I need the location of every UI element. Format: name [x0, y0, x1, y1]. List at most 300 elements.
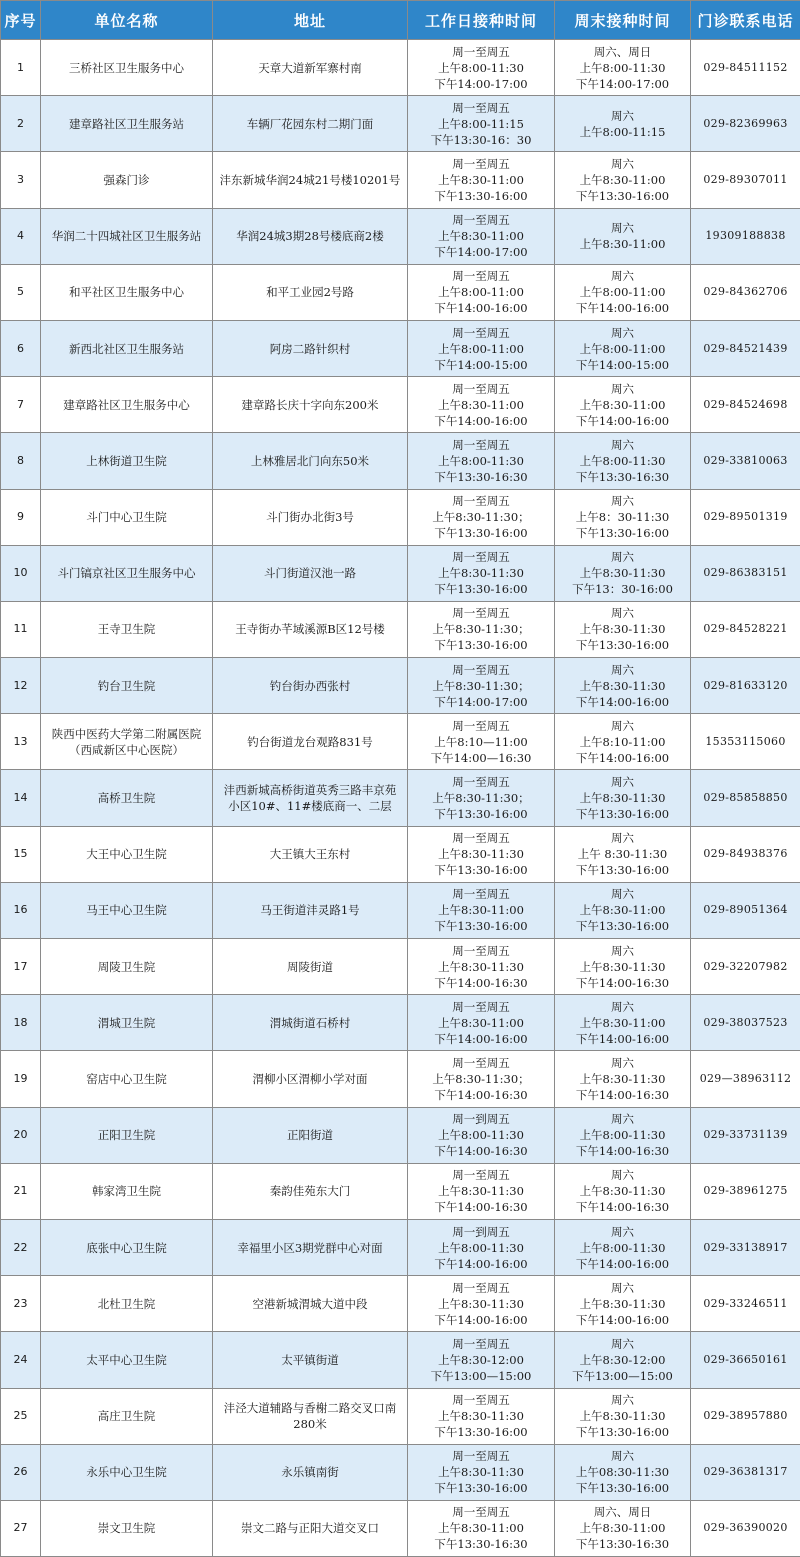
cell-address — [213, 1107, 408, 1163]
cell-weekend-hours-line: 下午13:30-16:00 — [575, 638, 670, 653]
table-row — [1, 939, 800, 995]
cell-weekend-hours-line: 上午8:30-11:00 — [579, 172, 666, 187]
cell-index: 6 — [1, 320, 41, 376]
cell-weekend-hours-line: 周六 — [611, 1112, 634, 1127]
cell-address-line: 建章路长庆十字向东200米 — [241, 397, 379, 412]
cell-weekend-hours-line: 下午14:00-16:00 — [575, 750, 670, 765]
cell-weekend-hours-line: 下午13:30-16:00 — [575, 188, 670, 203]
cell-weekend-hours-line: 上午8:00-11:30 — [579, 60, 666, 75]
cell-unit-name — [41, 320, 213, 376]
cell-weekend-hours-line: 上午 8:30-11:30 — [577, 847, 668, 862]
cell-unit-name — [41, 545, 213, 601]
cell-weekend-hours — [555, 1444, 691, 1500]
cell-weekday-hours-line: 周一至周五 — [452, 1449, 510, 1464]
cell-weekend-hours-line: 周六 — [611, 494, 634, 509]
cell-unit-name — [41, 1051, 213, 1107]
cell-index: 12 — [1, 658, 41, 714]
table-row — [1, 1219, 800, 1275]
cell-weekend-hours-line: 周六 — [611, 606, 634, 621]
cell-weekday-hours — [408, 152, 555, 208]
cell-address — [213, 96, 408, 152]
cell-address — [213, 714, 408, 770]
table-row — [1, 152, 800, 208]
cell-weekend-hours — [555, 1276, 691, 1332]
cell-address — [213, 1500, 408, 1556]
table-row — [1, 1388, 800, 1444]
cell-address-line: 沣东新城华润24城21号楼10201号 — [219, 172, 401, 187]
cell-address-line: 斗门街办北街3号 — [266, 510, 354, 525]
cell-weekday-hours-line: 下午13:30-16:00 — [434, 863, 528, 878]
cell-unit-name — [41, 601, 213, 657]
cell-weekend-hours-line: 周六 — [611, 943, 634, 958]
cell-phone: 029-33246511 — [691, 1276, 800, 1332]
cell-weekend-hours-line: 上午8:30-11:30 — [579, 622, 666, 637]
cell-index: 7 — [1, 377, 41, 433]
cell-address — [213, 40, 408, 96]
cell-unit-name — [41, 1500, 213, 1556]
cell-phone: 029-33810063 — [691, 433, 800, 489]
cell-weekday-hours-line: 上午8:30-11:30 — [438, 1465, 524, 1480]
cell-phone: 029-82369963 — [691, 96, 800, 152]
cell-weekday-hours-line: 周一至周五 — [452, 156, 510, 171]
cell-weekday-hours-line: 上午8:10—11:00 — [434, 734, 528, 749]
cell-weekday-hours-line: 周一至周五 — [452, 381, 510, 396]
cell-unit-name — [41, 882, 213, 938]
cell-weekday-hours — [408, 1107, 555, 1163]
cell-weekend-hours-line: 周六 — [611, 269, 634, 284]
cell-weekday-hours-line: 下午13:30-16:00 — [434, 638, 528, 653]
cell-address — [213, 770, 408, 826]
cell-weekday-hours-line: 上午8:30-11:30； — [432, 678, 530, 693]
cell-phone: 029-89501319 — [691, 489, 800, 545]
cell-weekend-hours — [555, 770, 691, 826]
cell-weekend-hours-line: 周六 — [611, 887, 634, 902]
cell-weekend-hours-line: 上午8:30-11:00 — [579, 1015, 666, 1030]
table-header-row — [1, 1, 800, 40]
cell-address — [213, 1332, 408, 1388]
cell-weekend-hours-line: 周六 — [611, 1449, 634, 1464]
cell-weekend-hours-line: 下午14:00-16:30 — [575, 975, 670, 990]
cell-weekday-hours-line: 上午8:30-12:00 — [438, 1352, 524, 1367]
cell-unit-name-line: 窑店中心卫生院 — [86, 1071, 167, 1086]
cell-weekend-hours-line: 下午14:00-16:00 — [575, 1256, 670, 1271]
table-row — [1, 545, 800, 601]
cell-weekday-hours-line: 上午8:30-11:00 — [438, 903, 524, 918]
cell-address — [213, 1388, 408, 1444]
cell-unit-name-line: 太平中心卫生院 — [86, 1352, 167, 1367]
cell-weekend-hours-line: 上午8:30-11:30 — [579, 1184, 666, 1199]
cell-unit-name — [41, 1219, 213, 1275]
cell-weekend-hours-line: 上午8:30-12:00 — [579, 1352, 666, 1367]
cell-index: 15 — [1, 826, 41, 882]
cell-weekend-hours — [555, 1500, 691, 1556]
cell-phone: 029-86383151 — [691, 545, 800, 601]
cell-weekend-hours-line: 下午14:00-16:30 — [575, 1144, 670, 1159]
cell-weekday-hours-line: 下午13:30-16:30 — [434, 469, 528, 484]
cell-weekend-hours-line: 下午13：30-16:00 — [572, 582, 673, 597]
cell-weekend-hours — [555, 152, 691, 208]
table-row — [1, 1332, 800, 1388]
cell-index: 1 — [1, 40, 41, 96]
cell-weekend-hours — [555, 377, 691, 433]
cell-phone: 029-38957880 — [691, 1388, 800, 1444]
cell-index: 26 — [1, 1444, 41, 1500]
cell-unit-name — [41, 377, 213, 433]
cell-weekend-hours — [555, 320, 691, 376]
cell-weekday-hours-line: 下午14:00-15:00 — [434, 357, 528, 372]
cell-address-line: 阿房二路针织村 — [269, 341, 351, 356]
cell-weekend-hours — [555, 882, 691, 938]
cell-weekday-hours-line: 上午8:00-11:00 — [438, 341, 524, 356]
cell-weekday-hours-line: 下午14:00-16:30 — [434, 1087, 528, 1102]
cell-index: 27 — [1, 1500, 41, 1556]
cell-address — [213, 320, 408, 376]
table-row — [1, 1163, 800, 1219]
cell-address — [213, 377, 408, 433]
cell-weekend-hours-line: 上午8:10-11:00 — [579, 734, 666, 749]
cell-weekday-hours-line: 上午8:00-11:00 — [438, 285, 524, 300]
cell-weekend-hours — [555, 1219, 691, 1275]
cell-weekday-hours — [408, 96, 555, 152]
cell-weekday-hours-line: 上午8:30-11:00 — [438, 229, 524, 244]
cell-weekend-hours — [555, 1388, 691, 1444]
cell-unit-name-line: 陕西中医药大学第二附属医院 — [51, 726, 202, 741]
cell-weekday-hours-line: 下午14:00-17:00 — [434, 245, 528, 260]
cell-weekend-hours-line: 上午8:30-11:00 — [579, 397, 666, 412]
table-row — [1, 377, 800, 433]
cell-weekday-hours-line: 周一至周五 — [452, 494, 510, 509]
cell-weekday-hours-line: 上午8:30-11:30 — [438, 1296, 524, 1311]
cell-weekday-hours-line: 下午13:30-16:30 — [434, 1537, 528, 1552]
cell-weekday-hours-line: 下午13:30-16:00 — [434, 188, 528, 203]
cell-weekday-hours-line: 上午8:30-11:30； — [432, 510, 530, 525]
cell-weekday-hours-line: 下午14:00-16:30 — [434, 975, 528, 990]
cell-weekday-hours-line: 周一至周五 — [452, 943, 510, 958]
cell-weekday-hours-line: 下午13:30-16:00 — [434, 1425, 528, 1440]
cell-index: 5 — [1, 264, 41, 320]
cell-phone: 029-38961275 — [691, 1163, 800, 1219]
cell-address — [213, 208, 408, 264]
cell-weekday-hours-line: 上午8:00-11:30 — [438, 453, 524, 468]
cell-address — [213, 489, 408, 545]
cell-weekend-hours-line: 下午14:00-16:00 — [575, 1031, 670, 1046]
cell-address — [213, 882, 408, 938]
cell-weekday-hours — [408, 40, 555, 96]
cell-index: 23 — [1, 1276, 41, 1332]
cell-weekday-hours — [408, 826, 555, 882]
cell-weekday-hours-line: 周一至周五 — [452, 100, 510, 115]
cell-weekend-hours-line: 周六 — [611, 718, 634, 733]
cell-address — [213, 545, 408, 601]
cell-unit-name-line: 高庄卫生院 — [97, 1409, 156, 1424]
cell-weekday-hours-line: 周一至周五 — [452, 550, 510, 565]
cell-weekend-hours-line: 上午8:00-11:15 — [579, 124, 666, 139]
cell-weekday-hours-line: 下午13:00—15:00 — [430, 1368, 532, 1383]
header-address: 地址 — [213, 1, 408, 40]
table-row — [1, 1500, 800, 1556]
cell-unit-name-line: 韩家湾卫生院 — [92, 1184, 161, 1199]
cell-address-line: 马王街道沣灵路1号 — [260, 903, 360, 918]
cell-unit-name — [41, 1332, 213, 1388]
cell-weekday-hours — [408, 1163, 555, 1219]
cell-weekday-hours — [408, 320, 555, 376]
cell-weekday-hours — [408, 1051, 555, 1107]
cell-weekend-hours-line: 周六 — [611, 662, 634, 677]
cell-weekday-hours — [408, 208, 555, 264]
cell-weekend-hours-line: 下午14:00-16:00 — [575, 301, 670, 316]
cell-unit-name — [41, 1107, 213, 1163]
cell-weekend-hours-line: 周六 — [611, 221, 634, 236]
cell-weekend-hours-line: 上午8:30-11:30 — [579, 959, 666, 974]
cell-index: 3 — [1, 152, 41, 208]
cell-unit-name-line: 王寺卫生院 — [97, 622, 156, 637]
cell-weekend-hours-line: 上午8:30-11:30 — [579, 678, 666, 693]
cell-address-line: 正阳街道 — [287, 1128, 333, 1143]
cell-address-line: 钓台街办西张村 — [269, 678, 351, 693]
cell-weekday-hours-line: 周一至周五 — [452, 1055, 510, 1070]
cell-weekend-hours — [555, 489, 691, 545]
cell-weekend-hours — [555, 826, 691, 882]
cell-unit-name — [41, 714, 213, 770]
cell-address-line: 280米 — [293, 1417, 327, 1432]
cell-weekend-hours-line: 周六 — [611, 831, 634, 846]
cell-weekday-hours-line: 周一至周五 — [452, 831, 510, 846]
cell-weekday-hours-line: 上午8:30-11:30； — [432, 791, 530, 806]
cell-weekday-hours-line: 周一至周五 — [452, 437, 510, 452]
cell-unit-name-line: （西咸新区中心医院） — [69, 742, 184, 757]
header-weekend-hours: 周末接种时间 — [555, 1, 691, 40]
cell-weekend-hours-line: 周六 — [611, 1280, 634, 1295]
cell-unit-name — [41, 1276, 213, 1332]
cell-weekday-hours — [408, 489, 555, 545]
cell-address — [213, 995, 408, 1051]
cell-unit-name — [41, 40, 213, 96]
cell-weekend-hours-line: 周六 — [611, 156, 634, 171]
table-row — [1, 489, 800, 545]
cell-weekend-hours-line: 周六 — [611, 1336, 634, 1351]
cell-weekday-hours-line: 周一至周五 — [452, 1336, 510, 1351]
cell-weekend-hours-line: 下午13:30-16:00 — [575, 526, 670, 541]
cell-weekday-hours — [408, 1219, 555, 1275]
cell-weekend-hours-line: 上午8:00-11:30 — [579, 1240, 666, 1255]
cell-weekday-hours-line: 下午14:00—16:30 — [430, 750, 532, 765]
cell-phone: 029-36390020 — [691, 1500, 800, 1556]
cell-weekday-hours — [408, 1444, 555, 1500]
cell-weekend-hours — [555, 601, 691, 657]
cell-weekend-hours-line: 上午8：30-11:30 — [575, 510, 670, 525]
cell-weekday-hours-line: 上午8:30-11:30 — [438, 566, 524, 581]
cell-address-line: 上林雅居北门向东50米 — [250, 453, 370, 468]
cell-address-line: 斗门街道汉池一路 — [264, 566, 356, 581]
cell-weekend-hours-line: 下午13:30-16:00 — [575, 1425, 670, 1440]
cell-unit-name — [41, 1163, 213, 1219]
cell-index: 25 — [1, 1388, 41, 1444]
cell-unit-name-line: 斗门中心卫生院 — [86, 510, 167, 525]
cell-weekend-hours-line: 周六 — [611, 325, 634, 340]
cell-address-line: 钓台街道龙台观路831号 — [247, 734, 373, 749]
header-unit-name: 单位名称 — [41, 1, 213, 40]
cell-weekday-hours-line: 上午8:30-11:30 — [438, 959, 524, 974]
cell-weekday-hours-line: 下午14:00-16:00 — [434, 301, 528, 316]
cell-weekend-hours-line: 周六 — [611, 1055, 634, 1070]
cell-weekend-hours — [555, 1163, 691, 1219]
cell-phone: 029-33731139 — [691, 1107, 800, 1163]
cell-unit-name-line: 马王中心卫生院 — [86, 903, 167, 918]
cell-address-line: 渭柳小区渭柳小学对面 — [252, 1071, 368, 1086]
cell-weekend-hours-line: 周六、周日 — [593, 44, 652, 59]
cell-index: 19 — [1, 1051, 41, 1107]
cell-weekday-hours-line: 上午8:30-11:00 — [438, 1521, 524, 1536]
cell-weekday-hours — [408, 939, 555, 995]
cell-weekend-hours — [555, 208, 691, 264]
cell-weekday-hours-line: 周一至周五 — [452, 662, 510, 677]
cell-index: 20 — [1, 1107, 41, 1163]
cell-unit-name-line: 斗门镐京社区卫生服务中心 — [57, 566, 196, 581]
table-row — [1, 995, 800, 1051]
cell-weekend-hours-line: 周六 — [611, 999, 634, 1014]
cell-weekend-hours-line: 上午8:30-11:00 — [579, 1521, 666, 1536]
cell-weekday-hours-line: 周一至周五 — [452, 1393, 510, 1408]
cell-address-line: 周陵街道 — [287, 959, 333, 974]
cell-weekday-hours-line: 上午8:30-11:00 — [438, 172, 524, 187]
cell-phone: 029-84511152 — [691, 40, 800, 96]
cell-weekend-hours — [555, 714, 691, 770]
table-row — [1, 1051, 800, 1107]
cell-phone: 029-84938376 — [691, 826, 800, 882]
cell-weekend-hours — [555, 1332, 691, 1388]
cell-unit-name — [41, 264, 213, 320]
cell-unit-name-line: 高桥卫生院 — [97, 791, 156, 806]
cell-weekday-hours-line: 上午8:30-11:30； — [432, 1071, 530, 1086]
cell-weekday-hours — [408, 601, 555, 657]
cell-weekend-hours-line: 上午8:00-11:00 — [579, 285, 666, 300]
cell-weekday-hours — [408, 1500, 555, 1556]
cell-index: 10 — [1, 545, 41, 601]
cell-unit-name-line: 新西北社区卫生服务站 — [69, 341, 184, 356]
cell-address-line: 大王镇大王东村 — [269, 847, 351, 862]
cell-weekend-hours-line: 下午14:00-15:00 — [575, 357, 670, 372]
cell-weekday-hours — [408, 433, 555, 489]
cell-weekday-hours — [408, 658, 555, 714]
cell-index: 11 — [1, 601, 41, 657]
cell-weekday-hours-line: 周一至周五 — [452, 1505, 510, 1520]
cell-phone: 029-85858850 — [691, 770, 800, 826]
cell-unit-name-line: 北杜卫生院 — [97, 1296, 156, 1311]
cell-weekend-hours-line: 上午8:30-11:00 — [579, 237, 666, 252]
cell-weekend-hours-line: 周六 — [611, 775, 634, 790]
cell-phone: 029-84524698 — [691, 377, 800, 433]
cell-unit-name — [41, 939, 213, 995]
cell-weekend-hours — [555, 545, 691, 601]
header-weekday-hours: 工作日接种时间 — [408, 1, 555, 40]
cell-address-line: 车辆厂花园东村二期门面 — [246, 116, 374, 131]
cell-weekday-hours-line: 上午8:30-11:30 — [438, 1409, 524, 1424]
cell-weekday-hours-line: 周一至周五 — [452, 1168, 510, 1183]
cell-weekend-hours — [555, 40, 691, 96]
cell-index: 21 — [1, 1163, 41, 1219]
cell-unit-name-line: 钓台卫生院 — [97, 678, 156, 693]
cell-weekend-hours-line: 上午8:30-11:30 — [579, 1409, 666, 1424]
cell-weekend-hours — [555, 1051, 691, 1107]
cell-address-line: 王寺街办芊域溪源B区12号楼 — [235, 622, 385, 637]
cell-weekday-hours-line: 下午14:00-17:00 — [434, 694, 528, 709]
cell-weekday-hours-line: 周一至周五 — [452, 999, 510, 1014]
cell-unit-name-line: 和平社区卫生服务中心 — [69, 285, 184, 300]
cell-weekday-hours-line: 下午13:30-16:00 — [434, 919, 528, 934]
cell-unit-name — [41, 658, 213, 714]
cell-weekend-hours-line: 上午08:30-11:30 — [575, 1465, 670, 1480]
cell-phone: 029-33138917 — [691, 1219, 800, 1275]
cell-weekday-hours-line: 下午14:00-16:00 — [434, 413, 528, 428]
cell-unit-name — [41, 433, 213, 489]
cell-weekday-hours — [408, 770, 555, 826]
cell-phone: 029-81633120 — [691, 658, 800, 714]
cell-unit-name-line: 华润二十四城社区卫生服务站 — [51, 229, 202, 244]
cell-weekday-hours-line: 周一至周五 — [452, 606, 510, 621]
cell-weekday-hours-line: 上午8:00-11:30 — [438, 1240, 524, 1255]
cell-weekend-hours-line: 下午13:30-16:30 — [575, 469, 670, 484]
cell-weekday-hours-line: 下午14:00-16:00 — [434, 1312, 528, 1327]
cell-unit-name-line: 渭城卫生院 — [97, 1015, 156, 1030]
cell-weekday-hours-line: 下午13:30-16:00 — [434, 1481, 528, 1496]
cell-weekday-hours-line: 上午8:30-11:30 — [438, 847, 524, 862]
cell-address-line: 秦韵佳苑东大门 — [269, 1184, 351, 1199]
cell-index: 14 — [1, 770, 41, 826]
cell-unit-name — [41, 770, 213, 826]
cell-weekday-hours-line: 下午14:00-16:00 — [434, 1256, 528, 1271]
table-row — [1, 433, 800, 489]
cell-weekend-hours-line: 下午13:30-16:00 — [575, 863, 670, 878]
table-row — [1, 714, 800, 770]
cell-weekday-hours — [408, 1332, 555, 1388]
cell-weekend-hours — [555, 995, 691, 1051]
cell-weekday-hours-line: 上午8:30-11:00 — [438, 397, 524, 412]
cell-weekend-hours-line: 周六 — [611, 550, 634, 565]
cell-unit-name-line: 建章路社区卫生服务站 — [69, 116, 184, 131]
cell-weekday-hours — [408, 377, 555, 433]
cell-weekend-hours-line: 下午14:00-16:30 — [575, 1087, 670, 1102]
cell-phone: 029-84528221 — [691, 601, 800, 657]
cell-unit-name-line: 周陵卫生院 — [97, 959, 156, 974]
cell-weekend-hours-line: 周六 — [611, 1168, 634, 1183]
cell-weekday-hours-line: 下午14:00-16:30 — [434, 1200, 528, 1215]
cell-unit-name-line: 三桥社区卫生服务中心 — [69, 60, 184, 75]
header-phone: 门诊联系电话 — [691, 1, 800, 40]
cell-unit-name-line: 上林街道卫生院 — [86, 453, 167, 468]
table-row — [1, 826, 800, 882]
cell-phone: 19309188838 — [691, 208, 800, 264]
table-row — [1, 1107, 800, 1163]
cell-weekday-hours — [408, 995, 555, 1051]
cell-weekend-hours-line: 下午13:30-16:30 — [575, 1537, 670, 1552]
cell-address — [213, 264, 408, 320]
cell-unit-name — [41, 995, 213, 1051]
cell-unit-name — [41, 208, 213, 264]
cell-address — [213, 601, 408, 657]
cell-address-line: 和平工业园2号路 — [266, 285, 354, 300]
cell-weekday-hours — [408, 545, 555, 601]
cell-weekend-hours — [555, 939, 691, 995]
cell-address — [213, 1163, 408, 1219]
cell-address — [213, 1219, 408, 1275]
cell-unit-name-line: 正阳卫生院 — [97, 1128, 156, 1143]
cell-address — [213, 152, 408, 208]
cell-weekend-hours-line: 周六、周日 — [593, 1505, 652, 1520]
cell-weekend-hours-line: 上午8:30-11:30 — [579, 791, 666, 806]
cell-unit-name — [41, 1388, 213, 1444]
cell-weekend-hours — [555, 96, 691, 152]
cell-weekday-hours-line: 下午13:30-16：30 — [430, 132, 532, 147]
